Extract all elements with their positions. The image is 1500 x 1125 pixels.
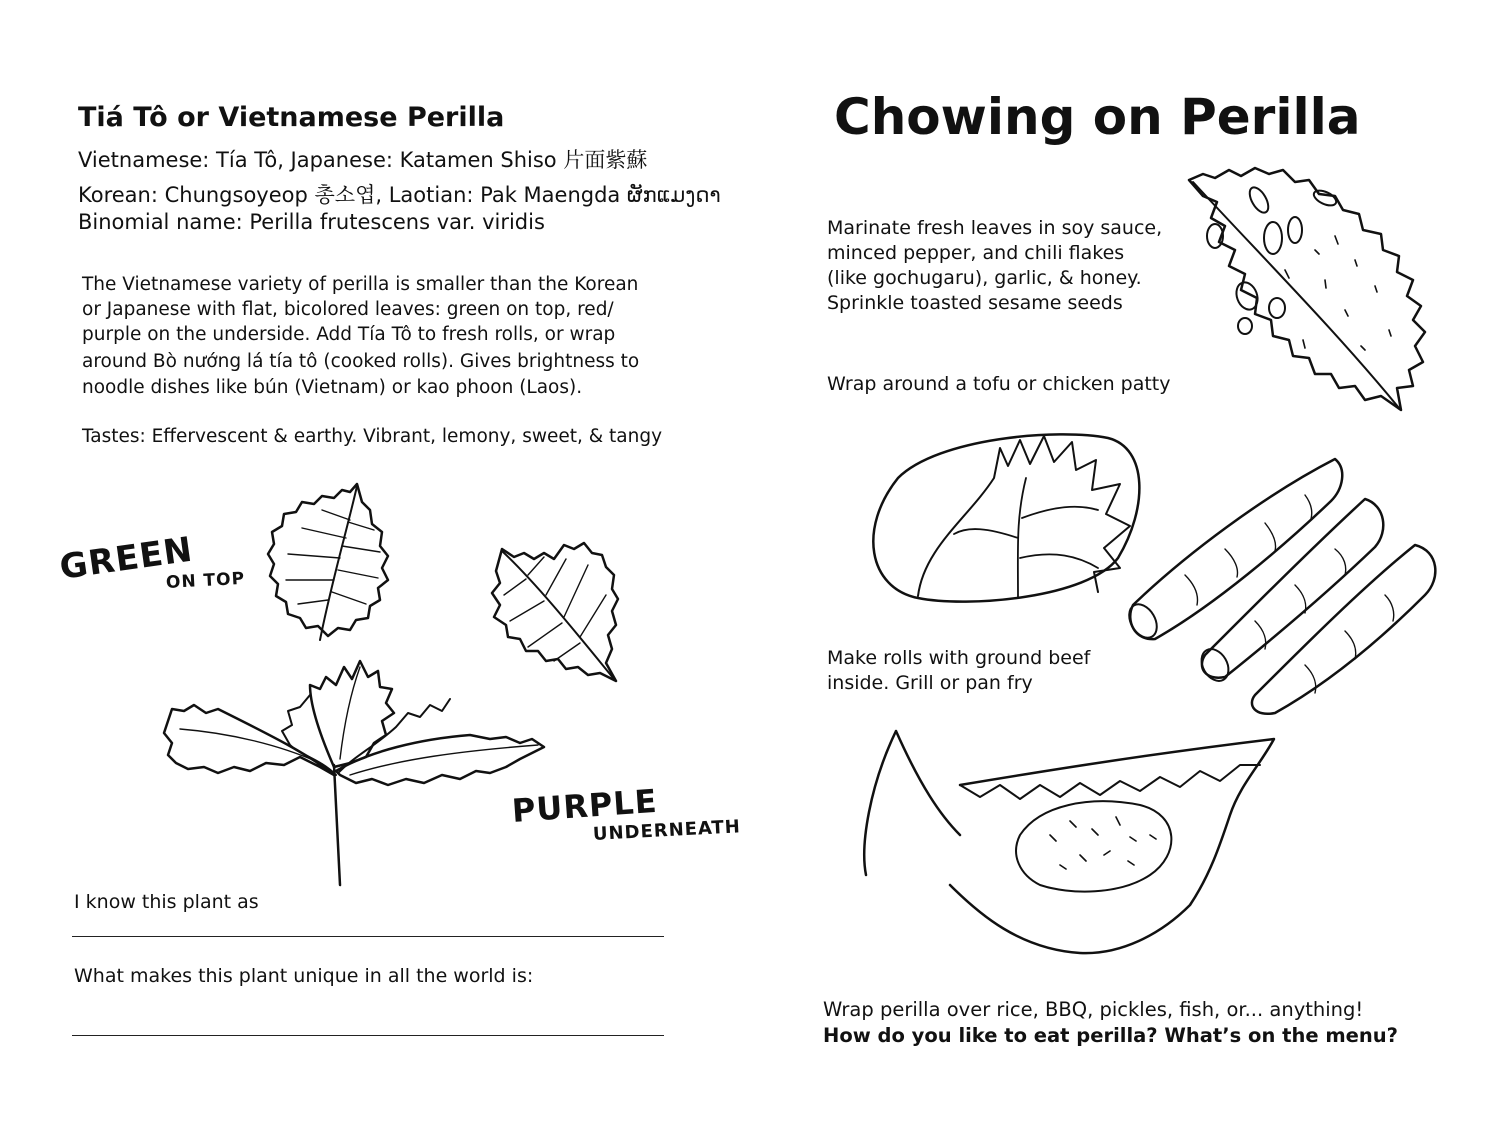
answer-line-known-as[interactable] — [72, 936, 664, 937]
underneath-label: UNDERNEATH — [592, 816, 742, 845]
idea-rolls-line-1: Make rolls with ground beef — [827, 647, 1091, 669]
purple-label: PURPLE — [510, 781, 659, 830]
description-line-5: noodle dishes like bún (Vietnam) or kao phoon (Laos). — [82, 377, 583, 398]
right-page-title: Chowing on Perilla — [834, 88, 1361, 146]
perilla-leaf-top-illustration — [262, 480, 397, 645]
closing-line: Wrap perilla over rice, BBQ, pickles, fish, or... anything! — [823, 998, 1364, 1021]
grilled-rolls-illustration — [1125, 455, 1445, 720]
idea-rolls-line-2: inside. Grill or pan fry — [827, 672, 1033, 694]
idea-marinate-line-2: minced pepper, and chili flakes — [827, 242, 1125, 264]
idea-marinate-line-1: Marinate fresh leaves in soy sauce, — [827, 217, 1163, 239]
description-line-2: or Japanese with flat, bicolored leaves: green on top, red/ — [82, 299, 614, 320]
description-line-1: The Vietnamese variety of perilla is smaller than the Korean — [82, 274, 639, 295]
perilla-plant-sprig-illustration — [160, 655, 550, 895]
rice-wrap-illustration — [860, 725, 1280, 960]
closing-question: How do you like to eat perilla? What’s on the menu? — [823, 1024, 1398, 1047]
closing-text — [823, 997, 1398, 1049]
idea-marinate-line-4: Sprinkle toasted sesame seeds — [827, 292, 1123, 314]
names-line-3: Binomial name: Perilla frutescens var. viridis — [78, 210, 545, 234]
idea-marinate-line-3: (like gochugaru), garlic, & honey. — [827, 267, 1142, 289]
description-line-4: around Bò nướng lá tía tô (cooked rolls). Gives brightness to — [82, 351, 640, 372]
names-line-1: Vietnamese: Tía Tô, Japanese: Katamen Shiso 片面紫蘇 — [78, 148, 648, 172]
left-page-title: Tiá Tô or Vietnamese Perilla — [78, 102, 505, 133]
idea-wrap-patty: Wrap around a tofu or chicken patty — [827, 373, 1171, 395]
names-line-2: Korean: Chungsoyeop 총소엽, Laotian: Pak Maengda ຜັກແມງດາ — [78, 183, 721, 207]
on-top-label: ON TOP — [165, 568, 246, 593]
tofu-patty-wrap-illustration — [858, 418, 1148, 608]
prompt-known-as: I know this plant as — [74, 891, 259, 913]
tastes-text: Tastes: Effervescent & earthy. Vibrant, lemony, sweet, & tangy — [82, 426, 663, 447]
description-line-3: purple on the underside. Add Tía Tô to fresh rolls, or wrap — [82, 324, 616, 345]
marinated-leaf-illustration — [1185, 160, 1450, 415]
green-label: GREEN — [57, 529, 196, 588]
answer-line-unique[interactable] — [72, 1035, 664, 1036]
prompt-unique: What makes this plant unique in all the world is: — [74, 965, 534, 987]
